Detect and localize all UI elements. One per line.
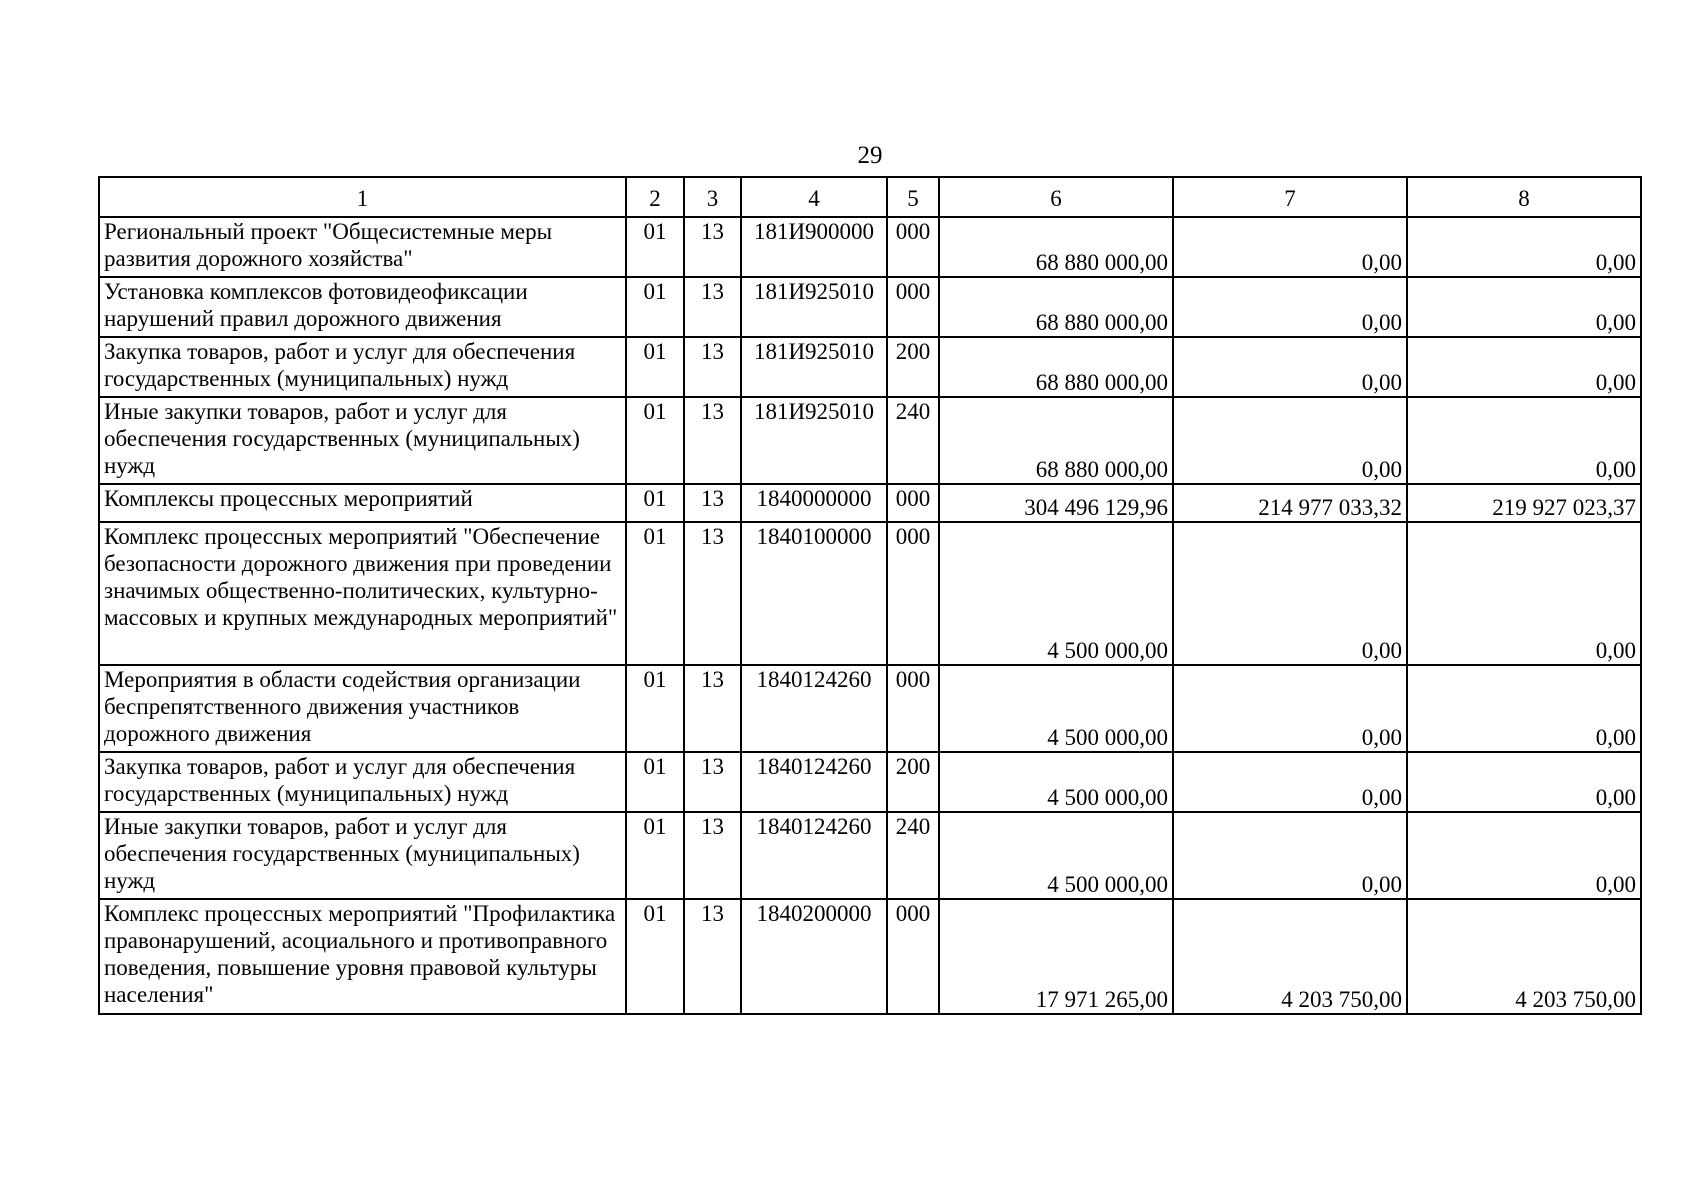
row-name: Комплекс процессных мероприятий "Профилактика правонарушений, асоциального и противоправного поведения, повышение уровня правовой культуры населения" [99,899,626,1014]
subsection-code: 13 [684,217,741,277]
target-article-code: 181И925010 [741,337,887,397]
amount-col-6: 68 880 000,00 [939,217,1173,277]
section-code: 01 [626,217,684,277]
target-article-code: 1840124260 [741,665,887,752]
row-name: Региональный проект "Общесистемные меры развития дорожного хозяйства" [99,217,626,277]
amount-col-8: 0,00 [1407,665,1641,752]
header-cell: 1 [99,177,626,217]
subsection-code: 13 [684,337,741,397]
target-article-code: 181И925010 [741,397,887,484]
expense-type-code: 200 [887,752,939,812]
amount-col-8: 0,00 [1407,812,1641,899]
table-row [99,665,1641,752]
page-number: 29 [857,142,883,169]
amount-col-7: 4 203 750,00 [1173,899,1407,1014]
header-cell: 5 [887,177,939,217]
amount-col-7: 0,00 [1173,812,1407,899]
amount-col-7: 0,00 [1173,337,1407,397]
expense-type-code: 200 [887,337,939,397]
header-cell: 3 [684,177,741,217]
target-article-code: 181И900000 [741,217,887,277]
amount-col-8: 4 203 750,00 [1407,899,1641,1014]
subsection-code: 13 [684,665,741,752]
subsection-code: 13 [684,277,741,337]
section-code: 01 [626,752,684,812]
table-row [99,277,1641,337]
header-cell: 4 [741,177,887,217]
table-row [99,397,1641,484]
row-name: Комплексы процессных мероприятий [99,484,626,522]
budget-table [98,176,1642,1015]
amount-col-6: 68 880 000,00 [939,337,1173,397]
amount-col-6: 4 500 000,00 [939,812,1173,899]
target-article-code: 1840000000 [741,484,887,522]
header-row [99,177,1641,217]
expense-type-code: 000 [887,522,939,665]
expense-type-code: 000 [887,217,939,277]
amount-col-7: 0,00 [1173,217,1407,277]
section-code: 01 [626,665,684,752]
target-article-code: 1840200000 [741,899,887,1014]
amount-col-8: 0,00 [1407,337,1641,397]
amount-col-7: 0,00 [1173,752,1407,812]
section-code: 01 [626,484,684,522]
amount-col-6: 4 500 000,00 [939,665,1173,752]
amount-col-8: 0,00 [1407,217,1641,277]
amount-col-7: 0,00 [1173,397,1407,484]
amount-col-6: 304 496 129,96 [939,484,1173,522]
target-article-code: 181И925010 [741,277,887,337]
table-row [99,812,1641,899]
table-row [99,522,1641,665]
expense-type-code: 000 [887,665,939,752]
section-code: 01 [626,277,684,337]
header-cell: 6 [939,177,1173,217]
amount-col-7: 0,00 [1173,665,1407,752]
row-name: Закупка товаров, работ и услуг для обеспечения государственных (муниципальных) нужд [99,752,626,812]
amount-col-7: 214 977 033,32 [1173,484,1407,522]
subsection-code: 13 [684,484,741,522]
expense-type-code: 000 [887,277,939,337]
target-article-code: 1840124260 [741,752,887,812]
header-cell: 7 [1173,177,1407,217]
table-row [99,484,1641,522]
table-row [99,752,1641,812]
row-name: Иные закупки товаров, работ и услуг для обеспечения государственных (муниципальных) нужд [99,812,626,899]
section-code: 01 [626,397,684,484]
amount-col-7: 0,00 [1173,277,1407,337]
amount-col-8: 219 927 023,37 [1407,484,1641,522]
table-row [99,337,1641,397]
amount-col-6: 17 971 265,00 [939,899,1173,1014]
section-code: 01 [626,522,684,665]
header-cell: 2 [626,177,684,217]
amount-col-6: 68 880 000,00 [939,397,1173,484]
section-code: 01 [626,812,684,899]
expense-type-code: 240 [887,812,939,899]
row-name: Иные закупки товаров, работ и услуг для обеспечения государственных (муниципальных) нужд [99,397,626,484]
subsection-code: 13 [684,752,741,812]
header-cell: 8 [1407,177,1641,217]
target-article-code: 1840100000 [741,522,887,665]
amount-col-8: 0,00 [1407,397,1641,484]
expense-type-code: 000 [887,484,939,522]
section-code: 01 [626,899,684,1014]
expense-type-code: 240 [887,397,939,484]
amount-col-8: 0,00 [1407,277,1641,337]
expense-type-code: 000 [887,899,939,1014]
row-name: Установка комплексов фотовидеофиксации нарушений правил дорожного движения [99,277,626,337]
amount-col-6: 68 880 000,00 [939,277,1173,337]
table-row [99,899,1641,1014]
section-code: 01 [626,337,684,397]
row-name: Мероприятия в области содействия организации беспрепятственного движения участников дорожного движения [99,665,626,752]
subsection-code: 13 [684,397,741,484]
amount-col-8: 0,00 [1407,522,1641,665]
subsection-code: 13 [684,522,741,665]
table-row [99,217,1641,277]
subsection-code: 13 [684,899,741,1014]
amount-col-7: 0,00 [1173,522,1407,665]
row-name: Комплекс процессных мероприятий "Обеспечение безопасности дорожного движения при проведении значимых общественно-политических, культурно-массовых и крупных международных мероприятий" [99,522,626,665]
amount-col-8: 0,00 [1407,752,1641,812]
amount-col-6: 4 500 000,00 [939,522,1173,665]
subsection-code: 13 [684,812,741,899]
amount-col-6: 4 500 000,00 [939,752,1173,812]
row-name: Закупка товаров, работ и услуг для обеспечения государственных (муниципальных) нужд [99,337,626,397]
target-article-code: 1840124260 [741,812,887,899]
